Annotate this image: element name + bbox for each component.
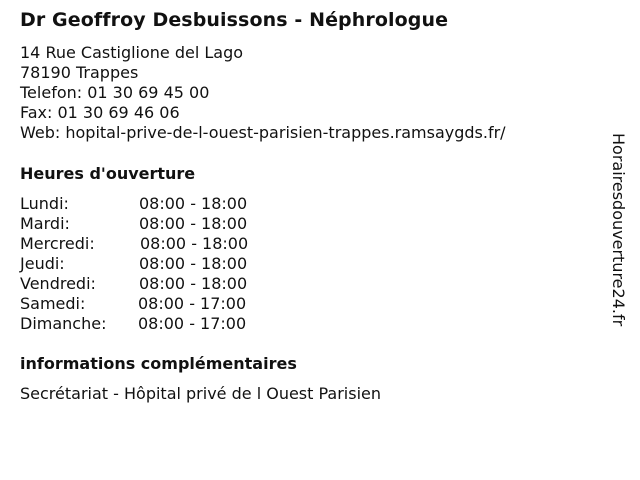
day-label: Vendredi: xyxy=(20,274,96,293)
additional-info-text: Secrétariat - Hôpital privé de l Ouest Parisien xyxy=(20,384,382,403)
phone-number: Telefon: 01 30 69 45 00 xyxy=(20,83,210,102)
time-range: 08:00 - 17:00 xyxy=(138,294,247,313)
time-range: 08:00 - 18:00 xyxy=(139,194,248,213)
website-link: Web: hopital-prive-de-l-ouest-parisien-trappes.ramsaygds.fr/ xyxy=(20,123,506,142)
time-range: 08:00 - 18:00 xyxy=(140,234,249,253)
day-label: Mardi: xyxy=(20,214,70,233)
day-label: Lundi: xyxy=(20,194,69,213)
time-range: 08:00 - 18:00 xyxy=(139,214,248,233)
day-label: Samedi: xyxy=(20,294,86,313)
opening-hours-heading: Heures d'ouverture xyxy=(20,164,196,183)
time-range: 08:00 - 18:00 xyxy=(139,274,248,293)
fax-number: Fax: 01 30 69 46 06 xyxy=(20,103,180,122)
day-label: Mercredi: xyxy=(20,234,95,253)
address-block xyxy=(20,43,506,143)
additional-info-heading: informations complémentaires xyxy=(20,354,297,373)
time-range: 08:00 - 17:00 xyxy=(138,314,247,333)
time-range: 08:00 - 18:00 xyxy=(139,254,248,273)
address-city: 78190 Trappes xyxy=(20,63,139,82)
page-title: Dr Geoffroy Desbuissons - Néphrologue xyxy=(20,9,449,31)
address-street: 14 Rue Castiglione del Lago xyxy=(20,43,244,62)
day-label: Jeudi: xyxy=(20,254,65,273)
watermark-text: Horairesdouverture24.fr xyxy=(609,133,628,327)
day-label: Dimanche: xyxy=(20,314,107,333)
